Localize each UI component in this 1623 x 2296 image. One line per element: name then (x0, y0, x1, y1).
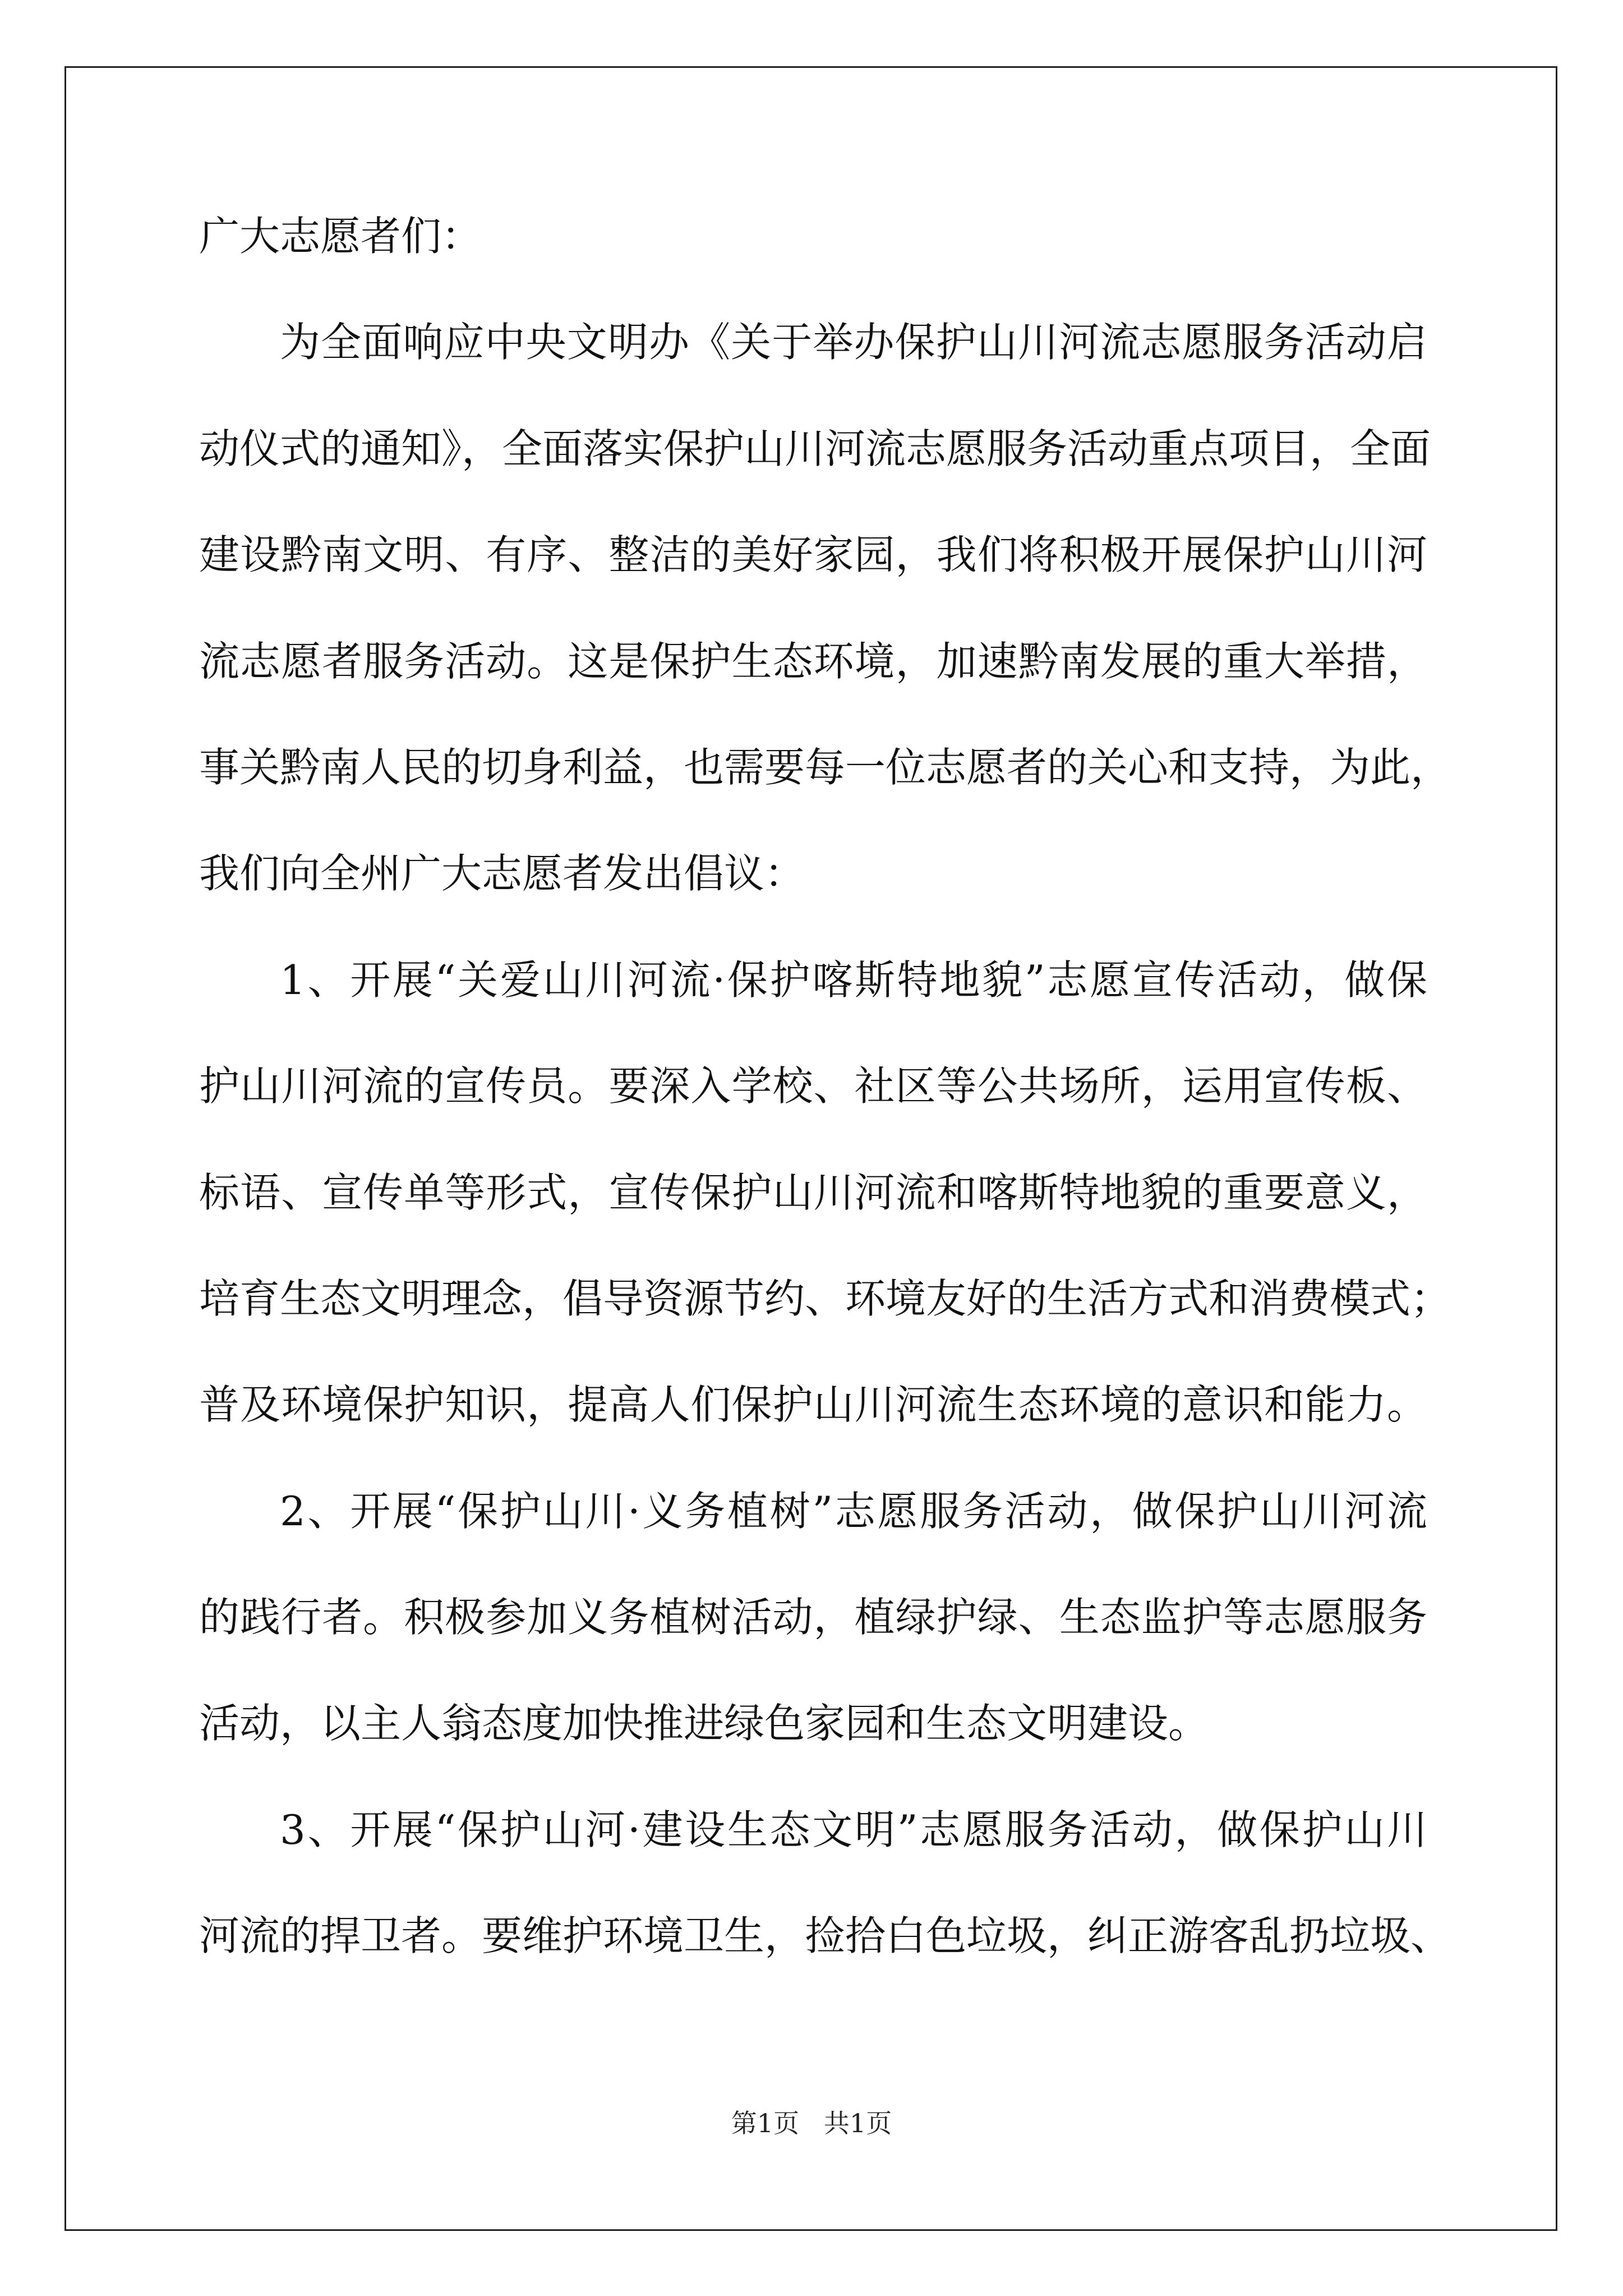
document-line: 动仪式的通知》，全面落实保护山川河流志愿服务活动重点项目，全面 (199, 425, 1431, 472)
document-line: 河流的捍卫者。要维护环境卫生，捡拾白色垃圾，纠正游客乱扔垃圾、 (199, 1912, 1451, 1960)
document-line: 普及环境保护知识，提高人们保护山川河流生态环境的意识和能力。 (199, 1381, 1427, 1429)
document-line: 活动，以主人翁态度加快推进绿色家园和生态文明建设。 (199, 1700, 1209, 1747)
document-line: 建设黔南文明、有序、整洁的美好家园，我们将积极开展保护山川河 (199, 531, 1427, 579)
document-line: 标语、宣传单等形式，宣传保护山川河流和喀斯特地貌的重要意义， (199, 1168, 1427, 1216)
document-line: 培育生态文明理念，倡导资源节约、环境友好的生活方式和消费模式； (199, 1274, 1451, 1322)
document-line: 3、开展“保护山河·建设生态文明”志愿服务活动，做保护山川 (280, 1806, 1427, 1853)
document-body (199, 213, 1451, 2022)
document-line: 1、开展“关爱山川河流·保护喀斯特地貌”志愿宣传活动，做保 (280, 956, 1427, 1004)
document-line: 为全面响应中央文明办《关于举办保护山川河流志愿服务活动启 (280, 319, 1427, 366)
document-line: 事关黔南人民的切身利益，也需要每一位志愿者的关心和支持，为此， (199, 743, 1451, 791)
page-number-footer: 第1页 共1页 (731, 2108, 892, 2138)
document-line: 流志愿者服务活动。这是保护生态环境，加速黔南发展的重大举措， (199, 637, 1427, 685)
document-line: 2、开展“保护山川·义务植树”志愿服务活动，做保护山川河流 (280, 1487, 1427, 1535)
document-line: 的践行者。积极参加义务植树活动，植绿护绿、生态监护等志愿服务 (199, 1594, 1427, 1641)
document-line: 护山川河流的宣传员。要深入学校、社区等公共场所，运用宣传板、 (199, 1062, 1427, 1110)
document-line: 广大志愿者们： (199, 213, 482, 260)
document-line: 我们向全州广大志愿者发出倡议： (199, 850, 805, 898)
